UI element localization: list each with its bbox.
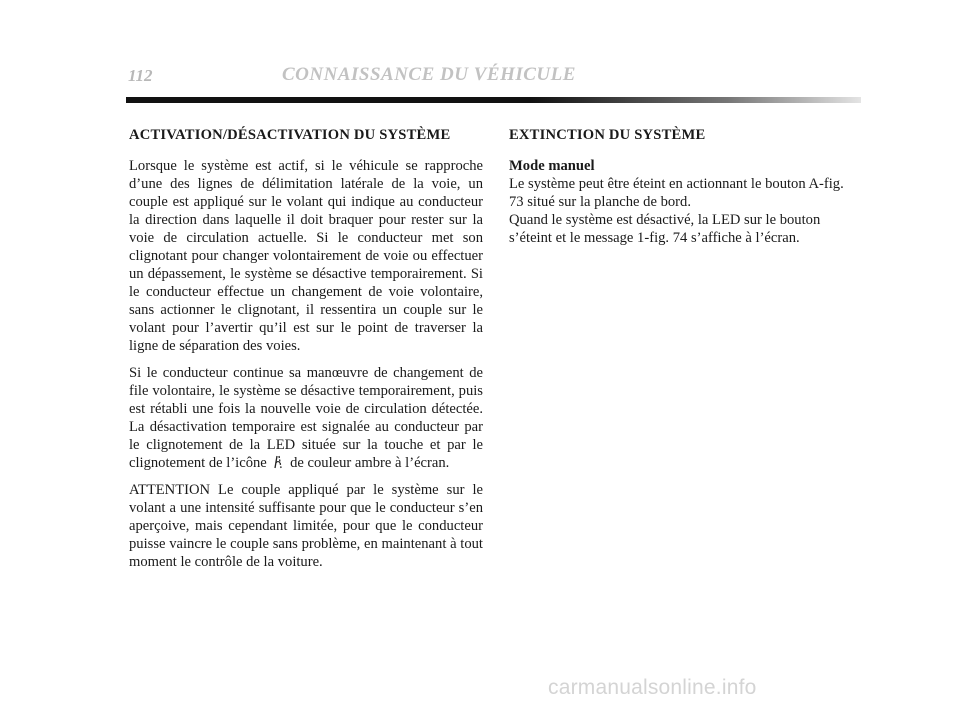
paragraph-activation-2-text: Si le conducteur continue sa manœuvre de changement de file volontaire, le système se désactive temporairement, puis est rétabli une fois la nouvelle voie de circulation détectée. La désactivation temporaire est signalée au conducteur par le clignotement de la LED située sur la touche et par le clignotement de l’icône xyxy=(129,365,483,471)
paragraph-activation-1: Lorsque le système est actif, si le véhicule se rapproche d’une des lignes de délimitation latérale de la voie, un couple est appliqué sur le volant qui indique au conducteur la direction dans laquelle il doit braquer pour rester sur la voie de circulation actuelle. Si le conducteur met son clignotant pour changer volontairement de voie ou effectuer un dépassement, le système se désactive temporairement. Si le conducteur effectue un changement de voie volontaire, sans actionner le clignotant, il ressentira un couple sur le volant pour l’avertir qu’il est sur le point de traverser la ligne de séparation des voies. xyxy=(129,158,483,354)
paragraph-activation-2 xyxy=(129,364,483,472)
page-header xyxy=(0,0,960,110)
paragraph-attention: ATTENTION Le couple appliqué par le système sur le volant a une intensité suffisante pour que le conducteur s’en aperçoive, mais cependant limitée, pour que le conducteur puisse vaincre le couple sans problème, en maintenant à tout moment le contrôle de la voiture. xyxy=(129,482,483,570)
paragraph-extinction-1: Le système peut être éteint en actionnant le bouton A-fig. 73 situé sur la planche de bord. xyxy=(509,176,844,210)
section-heading-activation: ACTIVATION/DÉSACTIVATION DU SYSTÈME xyxy=(129,127,451,143)
watermark: carmanualsonline.info xyxy=(548,676,757,699)
subheading-manual-mode: Mode manuel xyxy=(509,158,595,174)
paragraph-activation-2-end: de couleur ambre à l’écran. xyxy=(290,455,450,471)
right-column xyxy=(509,126,859,247)
running-title: CONNAISSANCE DU VÉHICULE xyxy=(282,64,576,85)
section-heading-extinction: EXTINCTION DU SYSTÈME xyxy=(509,127,706,143)
paragraph-extinction-2: Quand le système est désactivé, la LED sur le bouton s’éteint et le message 1-fig. 74 s’affiche à l’écran. xyxy=(509,212,821,246)
lane-departure-icon xyxy=(272,455,284,469)
page-number: 112 xyxy=(128,66,153,85)
header-rule xyxy=(126,97,861,103)
left-column xyxy=(129,126,483,580)
